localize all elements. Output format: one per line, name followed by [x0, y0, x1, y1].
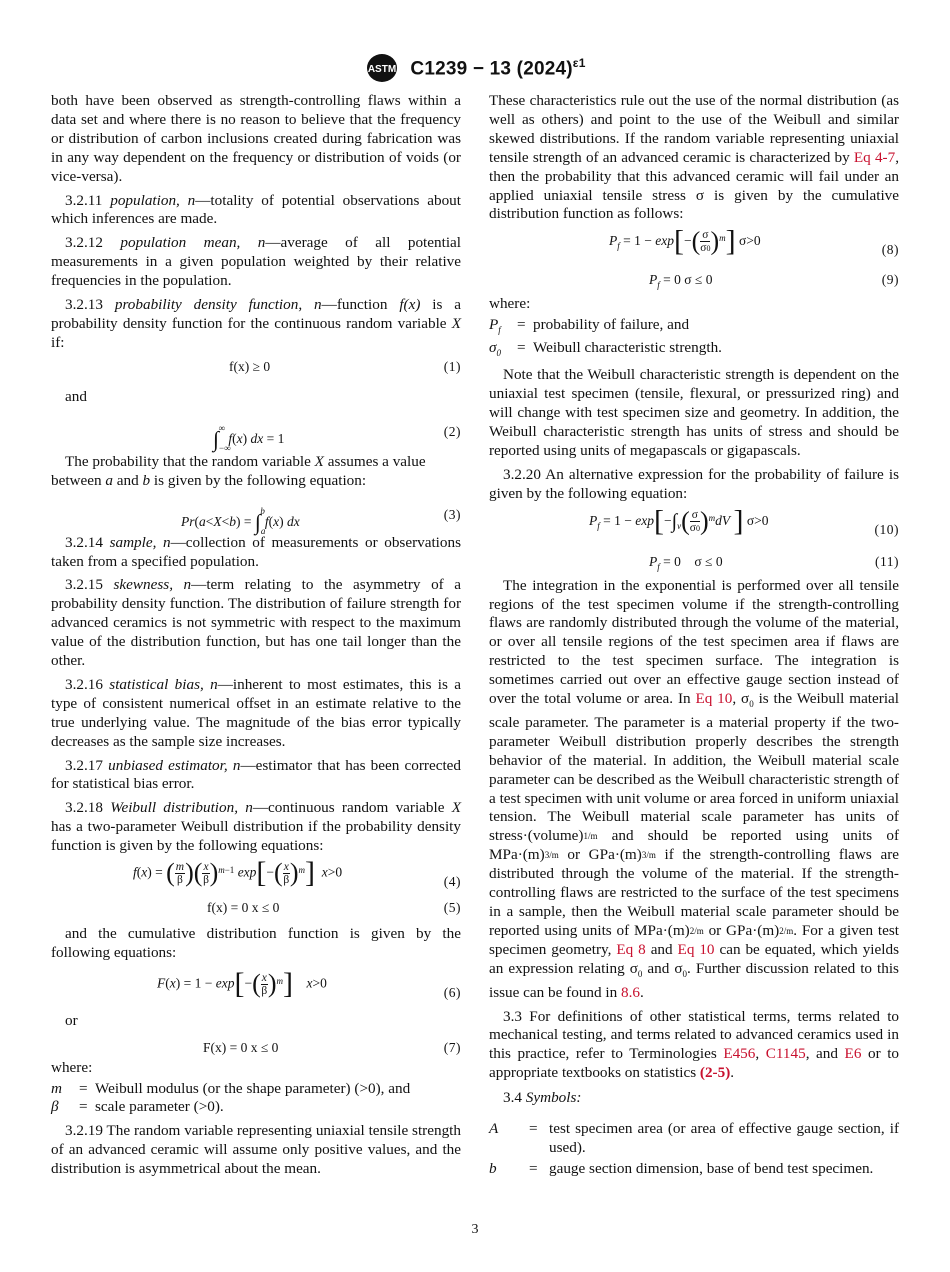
c1145-link[interactable]: C1145 — [765, 1045, 806, 1063]
equation-9: $P_f = 0$ σ ≤ 0 (9) — [649, 272, 899, 291]
definition-list — [489, 316, 899, 362]
definition-3-2-16: 3.2.16 statistical bias, n—inherent to most estimates, this is a type of consistent numerical offset in an estimate relative to the true underlying value. The magnitude of the bias error typically decreases as the sample size increases. — [51, 675, 461, 750]
eq-10-link[interactable]: Eq 10 — [695, 690, 733, 708]
section-8-6-link[interactable]: 8.6 — [621, 983, 640, 1001]
definition-3-2-13: 3.2.13 probability density function, n—function f(x) is a probability density function for the continuous random variable X if: — [51, 296, 462, 351]
definition-row — [51, 1080, 461, 1098]
definition-description: Weibull modulus (or the shape parameter) (>0), and — [95, 1079, 411, 1097]
svg-text:ASTM: ASTM — [368, 64, 397, 75]
equation-5: f(x) = 0 x ≤ 0 (5) — [207, 900, 461, 916]
e6-link[interactable]: E6 — [844, 1045, 862, 1063]
definition-3-2-18: 3.2.18 Weibull distribution, n—continuous random variable X has a two-parameter Weibull distribution if the probability density function is given by the following equations: — [51, 799, 462, 855]
cdf-text: and the cumulative distribution function is given by the following equations: — [51, 925, 461, 961]
note-paragraph: Note that the Weibull characteristic strength is dependent on the uniaxial test specimen (tensile, flexural, or pressurized ring) and will change with test specimen size and geometry. In addition, the Weibull characteristic strength has units of stress and should be reported using units of megapascals or gigapascals. — [489, 366, 899, 459]
definition-equals: = — [529, 1120, 538, 1138]
paragraph: These characteristics rule out the use of the normal distribution (as well as others) and point to the use of the Weibull and similar skewed distributions. If the random variable representing uniaxial tensile strength of an advanced ceramic is characterized by Eq 4-7, then the probability that this advanced ceramic will fail under an applied uniaxial tensile stress σ is given by the cumulative distribution function as follows: — [489, 92, 899, 223]
eq-10-link[interactable]: Eq 10 — [677, 940, 715, 958]
definition-list — [51, 1080, 461, 1116]
where-label: where: — [51, 1058, 93, 1076]
equation-3: $Pr(a<X<b) = \int_a^bf(x)$ dx (3) — [181, 505, 461, 536]
where-label: where: — [489, 295, 531, 313]
equation-6: F(x) = 1 − exp[−( $\frac{x}{\beta}$ )$^m$] x>0 (6) — [157, 966, 461, 1000]
definition-3-2-20: 3.2.20 An alternative expression for the probability of failure is given by the following equation: — [489, 465, 899, 502]
definition-description: gauge section dimension, base of bend test specimen. — [549, 1159, 874, 1177]
definition-3-2-17: 3.2.17 unbiased estimator, n—estimator that has been corrected for statistical bias error. — [51, 756, 462, 793]
definition-symbol: m — [51, 1079, 62, 1097]
reference-2-5-link[interactable]: (2-5) — [699, 1064, 731, 1082]
paragraph: both have been observed as strength-controlling flaws within a data set and where there is no reason to believe that the frequency or distribution of carbon inclusions created during fabrication was in any way dependent on the frequency or distribution of voids (or vice-versa). — [51, 92, 461, 185]
definition-symbol: b — [489, 1159, 497, 1177]
symbol-list — [489, 1120, 899, 1179]
definition-equals: = — [517, 339, 526, 357]
equation-10: $P_f = 1 - \exp[-\int_v$( $\frac{\sigma}{\sigma 0}$ )$^m$dV ] σ>0 (10) — [589, 504, 899, 538]
eq-4-7-link[interactable]: Eq 4-7 — [853, 148, 896, 166]
definition-3-2-12: 3.2.12 population mean, n—average of all potential measurements in a given population weighted by their relative frequencies in the population. — [51, 234, 462, 290]
definition-description: probability of failure, and — [533, 316, 690, 334]
definition-description: scale parameter (>0). — [95, 1097, 224, 1115]
definition-symbol: A — [489, 1120, 499, 1138]
definition-equals: = — [79, 1079, 88, 1097]
equation-1: f(x) ≥ 0 (1) — [229, 358, 461, 374]
definition-row — [489, 339, 899, 362]
definition-symbol: $P_f$ — [489, 316, 501, 336]
equation-2: $\int_{-\infty}^\infty$ f(x) dx = 1 (2) — [213, 422, 461, 453]
definition-description: Weibull characteristic strength. — [533, 339, 722, 357]
equation-7: F(x) = 0 x ≤ 0 (7) — [203, 1039, 461, 1055]
definition-3-2-15: 3.2.15 skewness, n—term relating to the asymmetry of a probability density function. The distribution of failure strength for advanced ceramics is not symmetric with respect to the maximum value of the distribution function, but has one tail longer than the other. — [51, 576, 461, 670]
equation-11: $P_f = 0$ σ ≤ 0 (11) — [649, 553, 899, 572]
definition-3-2-14: 3.2.14 sample, n—collection of measurements or observations taken from a specified population. — [51, 533, 461, 570]
eq-8-link[interactable]: Eq 8 — [616, 940, 646, 958]
definition-equals: = — [529, 1159, 538, 1177]
section-3-3: 3.3 For definitions of other statistical terms, terms related to mechanical testing, and terms related to advanced ceramics used in this practice, refer to Terminologies E456, C1145, and E6 or to appropriate textbooks on statistics (2-5). — [489, 1007, 900, 1082]
definition-row — [489, 1120, 899, 1158]
definition-equals: = — [517, 316, 526, 334]
integration-paragraph: The integration in the exponential is performed over all tensile regions of the test specimen volume if the strength-controlling flaws are randomly distributed through the volume of the material, or over all tensile regions of the test specimen area if flaws are restricted to the test specimen surface. The integration is sometimes carried out over an effective gauge section instead of over the total volume or area. In Eq 10, $\sigma_0$ is the Weibull material scale parameter. The parameter is a material property if the two-parameter Weibull distribution properly describes the strength behavior of the material. In addition, the Weibull material scale parameter can be described as the Weibull characteristic strength of a test specimen with unit volume or area forced in uniform uniaxial tension. The Weibull material scale parameter has units of stress·(volume)$^{1/m}$ and should be reported using units of $MPa\cdot(m)^{3/m}$ or $GPa\cdot(m)^{3/m}$ if the strength-controlling flaws are distributed through the volume of the material. If the strength-controlling flaws are restricted to the surface of the test specimens in a sample, then the Weibull material scale parameter should be reported using units of $MPa\cdot(m)^{2/m}$ or $GPa\cdot(m)^{2/m}$. For a given test specimen geometry, Eq 8 and Eq 10 can be equated, which yields an expression relating $\sigma_0$ and $\sigma_0$. Further discussion related to this issue can be found in 8.6. — [489, 576, 900, 1001]
definition-symbol: $\sigma_0$ — [489, 339, 501, 359]
document-designation: C1239 − 13 $(2024)^{\varepsilon 1}$ — [410, 55, 586, 80]
left-column — [51, 92, 461, 1184]
and-text: and — [65, 387, 87, 405]
definition-symbol: β — [51, 1097, 59, 1115]
equation-8: $P_f = 1 - \exp[-$( $\frac{\sigma}{\sigma 0}$ )$^m$] σ>0 (8) — [609, 224, 899, 258]
or-text: or — [65, 1011, 78, 1029]
page-number: 3 — [471, 1222, 479, 1237]
paragraph-3-2-19: 3.2.19 The random variable representing uniaxial tensile strength of an advanced ceramic will assume only positive values, and the distribution is asymmetrical about the mean. — [51, 1121, 461, 1177]
definition-equals: = — [79, 1097, 88, 1115]
equation-4: f(x) = ( $\frac{m}{\beta}$ )( $\frac{x}{\beta}$ )$^{m-1}$ exp[−( $\frac{x}{\beta}$ )$^m$] x>0 (4) — [133, 856, 461, 890]
astm-logo-icon — [364, 52, 400, 84]
right-column — [489, 92, 899, 1181]
probability-text: The probability that the random variable X assumes a value between a and b is given by the following equation: — [51, 452, 426, 489]
e456-link[interactable]: E456 — [723, 1045, 756, 1063]
definition-3-2-11: 3.2.11 population, n—totality of potential observations about which inferences are made. — [51, 191, 461, 228]
definition-description: test specimen area (or area of effective gauge section, if used). — [549, 1120, 899, 1156]
page-header — [0, 52, 950, 84]
section-3-4: 3.4 Symbols: — [503, 1089, 582, 1107]
definition-row — [489, 316, 899, 339]
definition-row — [51, 1098, 461, 1116]
definition-row — [489, 1160, 899, 1179]
